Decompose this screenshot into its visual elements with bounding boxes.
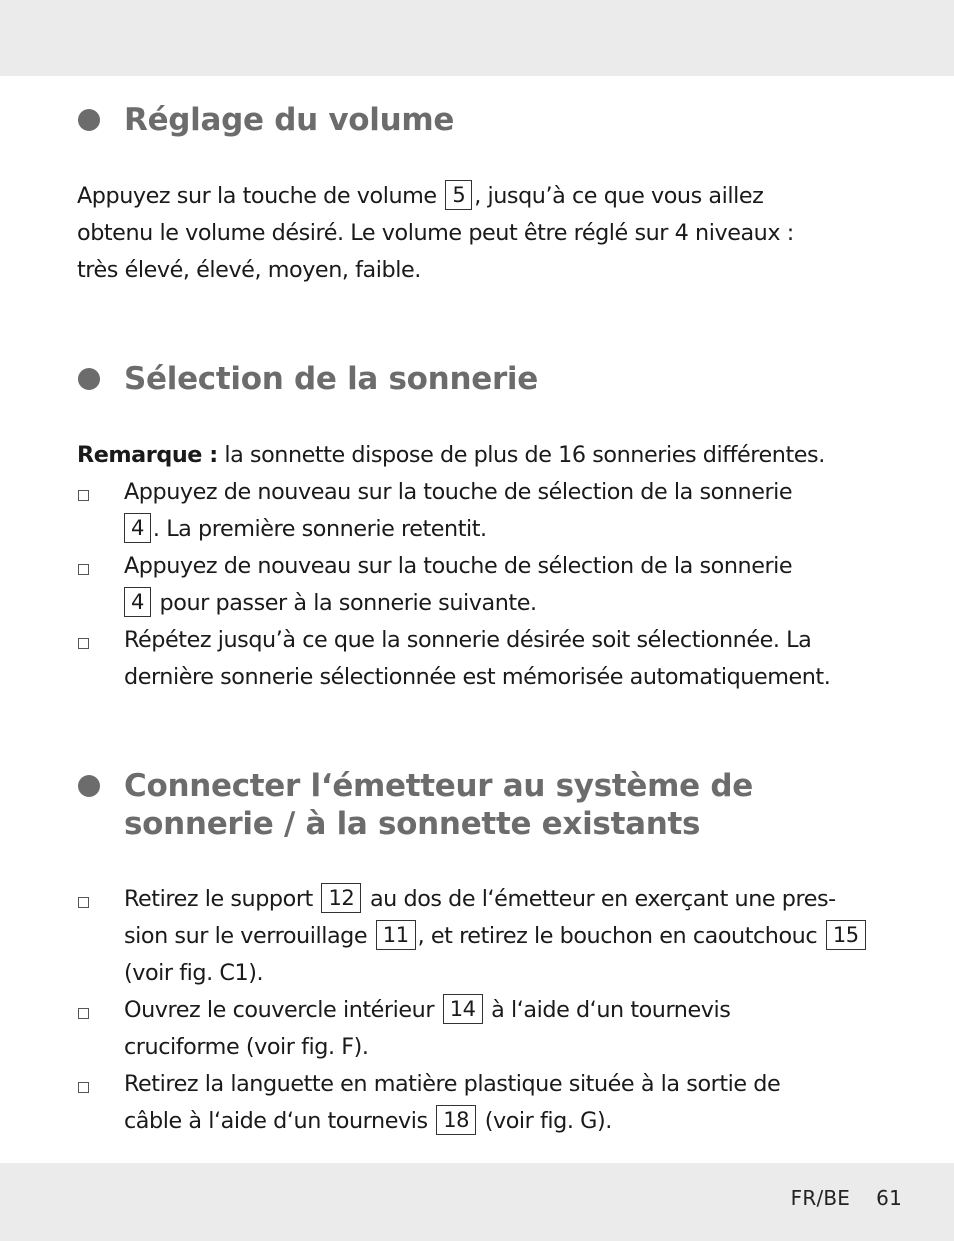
ref-box: 11	[376, 920, 416, 950]
ref-box: 15	[826, 920, 866, 950]
checkbox-bullet	[78, 897, 89, 908]
text: cruciforme (voir fig. F).	[124, 1034, 369, 1060]
note-label: Remarque :	[77, 442, 218, 468]
page-number: 61	[876, 1186, 902, 1210]
list-item	[124, 548, 884, 622]
text: pour passer à la sonnerie suivante.	[152, 590, 537, 616]
checkbox-bullet	[78, 1082, 89, 1093]
text: Retirez le support	[124, 886, 313, 912]
ref-box: 14	[443, 994, 483, 1024]
checkbox-bullet	[78, 490, 89, 501]
text: Appuyez de nouveau sur la touche de sélection de la sonnerie	[124, 553, 793, 579]
list-item	[124, 881, 894, 992]
heading-line: Connecter l‘émetteur au système de	[124, 768, 753, 804]
text: . La première sonnerie retentit.	[152, 516, 487, 542]
ref-box: 4	[124, 587, 151, 617]
text: très élevé, élevé, moyen, faible.	[77, 257, 421, 283]
section-heading-volume: Réglage du volume	[124, 102, 455, 138]
text: Ouvrez le couvercle intérieur	[124, 997, 435, 1023]
top-band	[0, 0, 954, 76]
text: sion sur le verrouillage	[124, 923, 368, 949]
note-paragraph	[77, 437, 877, 474]
ref-box: 18	[436, 1105, 476, 1135]
list-item	[124, 992, 884, 1066]
list-item	[124, 474, 884, 548]
page-footer	[791, 1186, 902, 1210]
section-bullet-dot	[78, 775, 100, 797]
text: câble à l‘aide d‘un tournevis	[124, 1108, 428, 1134]
section-heading-ringtone: Sélection de la sonnerie	[124, 361, 538, 397]
text: (voir fig. C1).	[124, 960, 264, 986]
text: Retirez la languette en matière plastique située à la sortie de	[124, 1071, 781, 1097]
language-code: FR/BE	[790, 1186, 851, 1210]
checkbox-bullet	[78, 564, 89, 575]
text: , et retirez le bouchon en caoutchouc	[417, 923, 818, 949]
text: à l‘aide d‘un tournevis	[491, 997, 731, 1023]
checkbox-bullet	[78, 1008, 89, 1019]
text: obtenu le volume désiré. Le volume peut être réglé sur 4 niveaux :	[77, 220, 794, 246]
text: Appuyez sur la touche de volume	[77, 183, 437, 209]
heading-line: sonnerie / à la sonnette existants	[124, 806, 701, 842]
note-text: la sonnette dispose de plus de 16 sonneries différentes.	[217, 442, 825, 468]
list-item	[124, 622, 884, 696]
list-item	[124, 1066, 884, 1140]
text: Répétez jusqu’à ce que la sonnerie désirée soit sélectionnée. La	[124, 627, 812, 653]
section-bullet-dot	[78, 368, 100, 390]
ref-box: 5	[445, 180, 472, 210]
ref-box: 4	[124, 513, 151, 543]
checkbox-bullet	[78, 638, 89, 649]
section-bullet-dot	[78, 109, 100, 131]
text: (voir fig. G).	[484, 1108, 612, 1134]
text: au dos de l‘émetteur en exerçant une pres-	[369, 886, 836, 912]
text: dernière sonnerie sélectionnée est mémorisée automatiquement.	[124, 664, 831, 690]
ref-box: 12	[321, 883, 361, 913]
section-heading-connect	[124, 767, 753, 843]
text: , jusqu’à ce que vous aillez	[474, 183, 764, 209]
text: Appuyez de nouveau sur la touche de sélection de la sonnerie	[124, 479, 793, 505]
volume-paragraph	[77, 178, 877, 289]
